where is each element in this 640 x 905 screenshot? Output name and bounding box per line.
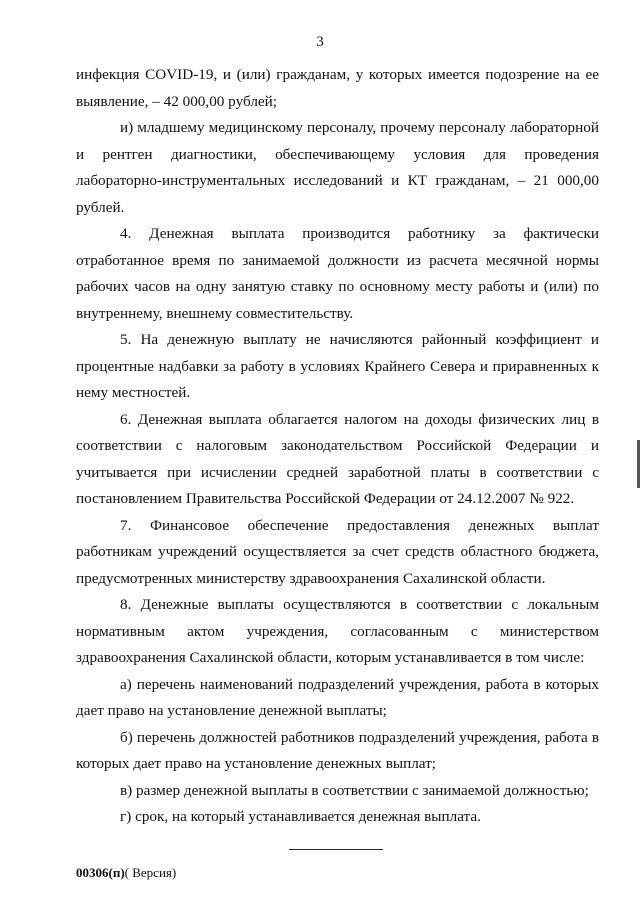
list-item-v: в) размер денежной выплаты в соответствии с занимаемой должностью; — [120, 781, 589, 799]
list-item-g: г) срок, на который устанавливается денежная выплата. — [120, 808, 481, 825]
paragraph-6: 6. Денежная выплата облагается налогом на доходы физических лиц в соответствии с налоговым законодательством Российской Федерации и учитывается при исчислении средней заработной платы в соответствии с постановлением Правительства Российской Федерации от 24.12.2007 № 922. — [76, 410, 599, 507]
paragraph-continuation: инфекция COVID-19, и (или) гражданам, у которых имеется подозрение на ее выявление, – 42 000,00 рублей; — [76, 66, 599, 110]
page-number: 3 — [316, 34, 324, 50]
paragraph-8: 8. Денежные выплаты осуществляются в соответствии с локальным нормативным актом учреждения, согласованным с министерством здравоохранения Сахалинской области, которым устанавливается в том числе: — [76, 596, 599, 666]
paragraph-5: 5. На денежную выплату не начисляются районный коэффициент и процентные надбавки за работу в условиях Крайнего Севера и приравненных к нему местностей. — [76, 331, 599, 401]
paragraph-7: 7. Финансовое обеспечение предоставления денежных выплат работникам учреждений осуществляется за счет средств областного бюджета, предусмотренных министерству здравоохранения Сахалинской области. — [76, 516, 599, 587]
document-body — [76, 62, 599, 831]
document-version: ( Версия) — [124, 865, 177, 880]
paragraph-item-i: и) младшему медицинскому персоналу, прочему персоналу лабораторной и рентген диагностики, обеспечивающему условия для проведения лабораторно-инструментальных исследований и КТ гражданам, – 21 000,00 рублей. — [76, 119, 599, 216]
document-footer — [76, 865, 176, 881]
list-item-b: б) перечень должностей работников подразделений учреждения, работа в которых дает право на установление денежных выплат; — [76, 728, 599, 772]
footer-divider — [289, 849, 383, 850]
paragraph-4: 4. Денежная выплата производится работнику за фактически отработанное время по занимаемой должности из расчета месячной нормы рабочих часов на одну занятую ставку по основному месту работы и (или) по внутреннему, внешнему совместительству. — [76, 225, 599, 322]
document-code: 00306(п) — [76, 865, 125, 880]
list-item-a: а) перечень наименований подразделений учреждения, работа в которых дает право на установление денежной выплаты; — [76, 675, 599, 719]
